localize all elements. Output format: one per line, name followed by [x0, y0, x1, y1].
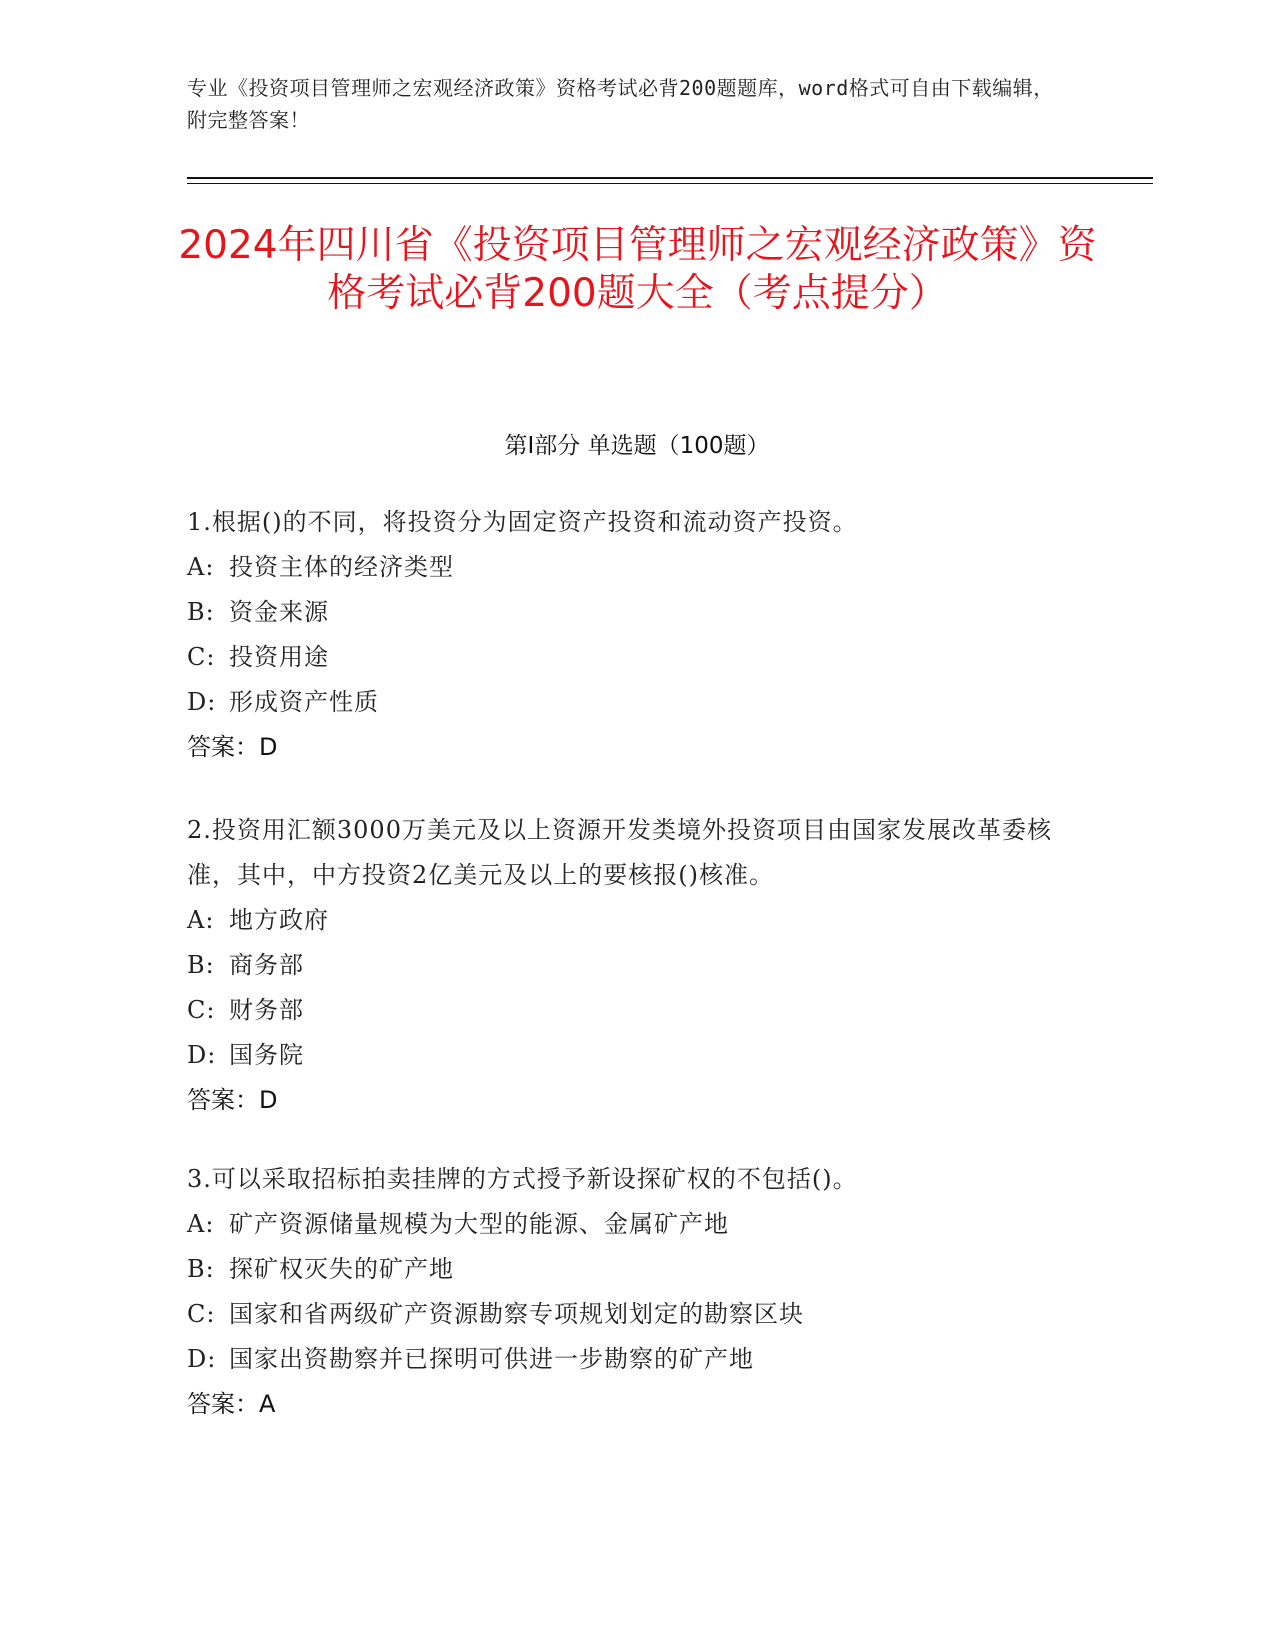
option-b: [187, 590, 1087, 635]
option-text: 国务院: [229, 1041, 304, 1069]
header-divider-thin: [187, 183, 1153, 184]
option-letter: D:: [187, 1041, 217, 1069]
option-letter: D:: [187, 688, 217, 716]
header-note: 专业《投资项目管理师之宏观经济政策》资格考试必背200题题库，word格式可自由下载编辑，附完整答案！: [187, 76, 1054, 132]
option-text: 国家和省两级矿产资源勘察专项规划划定的勘察区块: [229, 1300, 804, 1328]
answer-label: 答案：: [187, 1390, 259, 1418]
option-a: [187, 1202, 1087, 1247]
answer-line: [187, 1382, 1087, 1427]
option-letter: C:: [187, 1300, 216, 1328]
option-letter: B:: [187, 598, 215, 626]
answer-value: D: [259, 1086, 278, 1114]
question-1: [187, 500, 1087, 770]
option-letter: B:: [187, 951, 215, 979]
answer-label: 答案：: [187, 733, 259, 761]
answer-value: A: [259, 1390, 276, 1418]
document-title: 2024年四川省《投资项目管理师之宏观经济政策》资格考试必背200题大全（考点提分）: [178, 223, 1097, 316]
option-text: 财务部: [229, 996, 304, 1024]
answer-label: 答案：: [187, 1086, 259, 1114]
option-a: [187, 898, 1087, 943]
question-3: [187, 1157, 1087, 1427]
question-stem: 2.投资用汇额3000万美元及以上资源开发类境外投资项目由国家发展改革委核准，其中，中方投资2亿美元及以上的要核报()核准。: [187, 816, 1052, 889]
answer-line: [187, 1078, 1087, 1123]
question-stem: 3.可以采取招标拍卖挂牌的方式授予新设探矿权的不包括()。: [187, 1165, 858, 1193]
header-divider-thick: [187, 177, 1153, 179]
option-letter: A:: [187, 1210, 215, 1238]
option-letter: D:: [187, 1345, 217, 1373]
option-b: [187, 1247, 1087, 1292]
option-letter: C:: [187, 643, 216, 671]
option-d: [187, 1337, 1087, 1382]
question-2: [187, 808, 1087, 1123]
option-c: [187, 1292, 1087, 1337]
option-text: 地方政府: [229, 906, 329, 934]
option-text: 资金来源: [229, 598, 329, 626]
option-b: [187, 943, 1087, 988]
answer-value: D: [259, 733, 278, 761]
option-text: 投资用途: [229, 643, 329, 671]
option-text: 投资主体的经济类型: [229, 553, 454, 581]
option-letter: A:: [187, 553, 215, 581]
question-stem: 1.根据()的不同，将投资分为固定资产投资和流动资产投资。: [187, 508, 858, 536]
option-text: 矿产资源储量规模为大型的能源、金属矿产地: [229, 1210, 729, 1238]
option-text: 商务部: [229, 951, 304, 979]
option-text: 国家出资勘察并已探明可供进一步勘察的矿产地: [229, 1345, 754, 1373]
option-text: 探矿权灭失的矿产地: [229, 1255, 454, 1283]
option-c: [187, 635, 1087, 680]
option-letter: C:: [187, 996, 216, 1024]
option-d: [187, 680, 1087, 725]
section-heading: 第I部分 单选题（100题）: [504, 433, 770, 459]
option-d: [187, 1033, 1087, 1078]
answer-line: [187, 725, 1087, 770]
option-a: [187, 545, 1087, 590]
option-text: 形成资产性质: [229, 688, 379, 716]
option-letter: B:: [187, 1255, 215, 1283]
option-c: [187, 988, 1087, 1033]
option-letter: A:: [187, 906, 215, 934]
